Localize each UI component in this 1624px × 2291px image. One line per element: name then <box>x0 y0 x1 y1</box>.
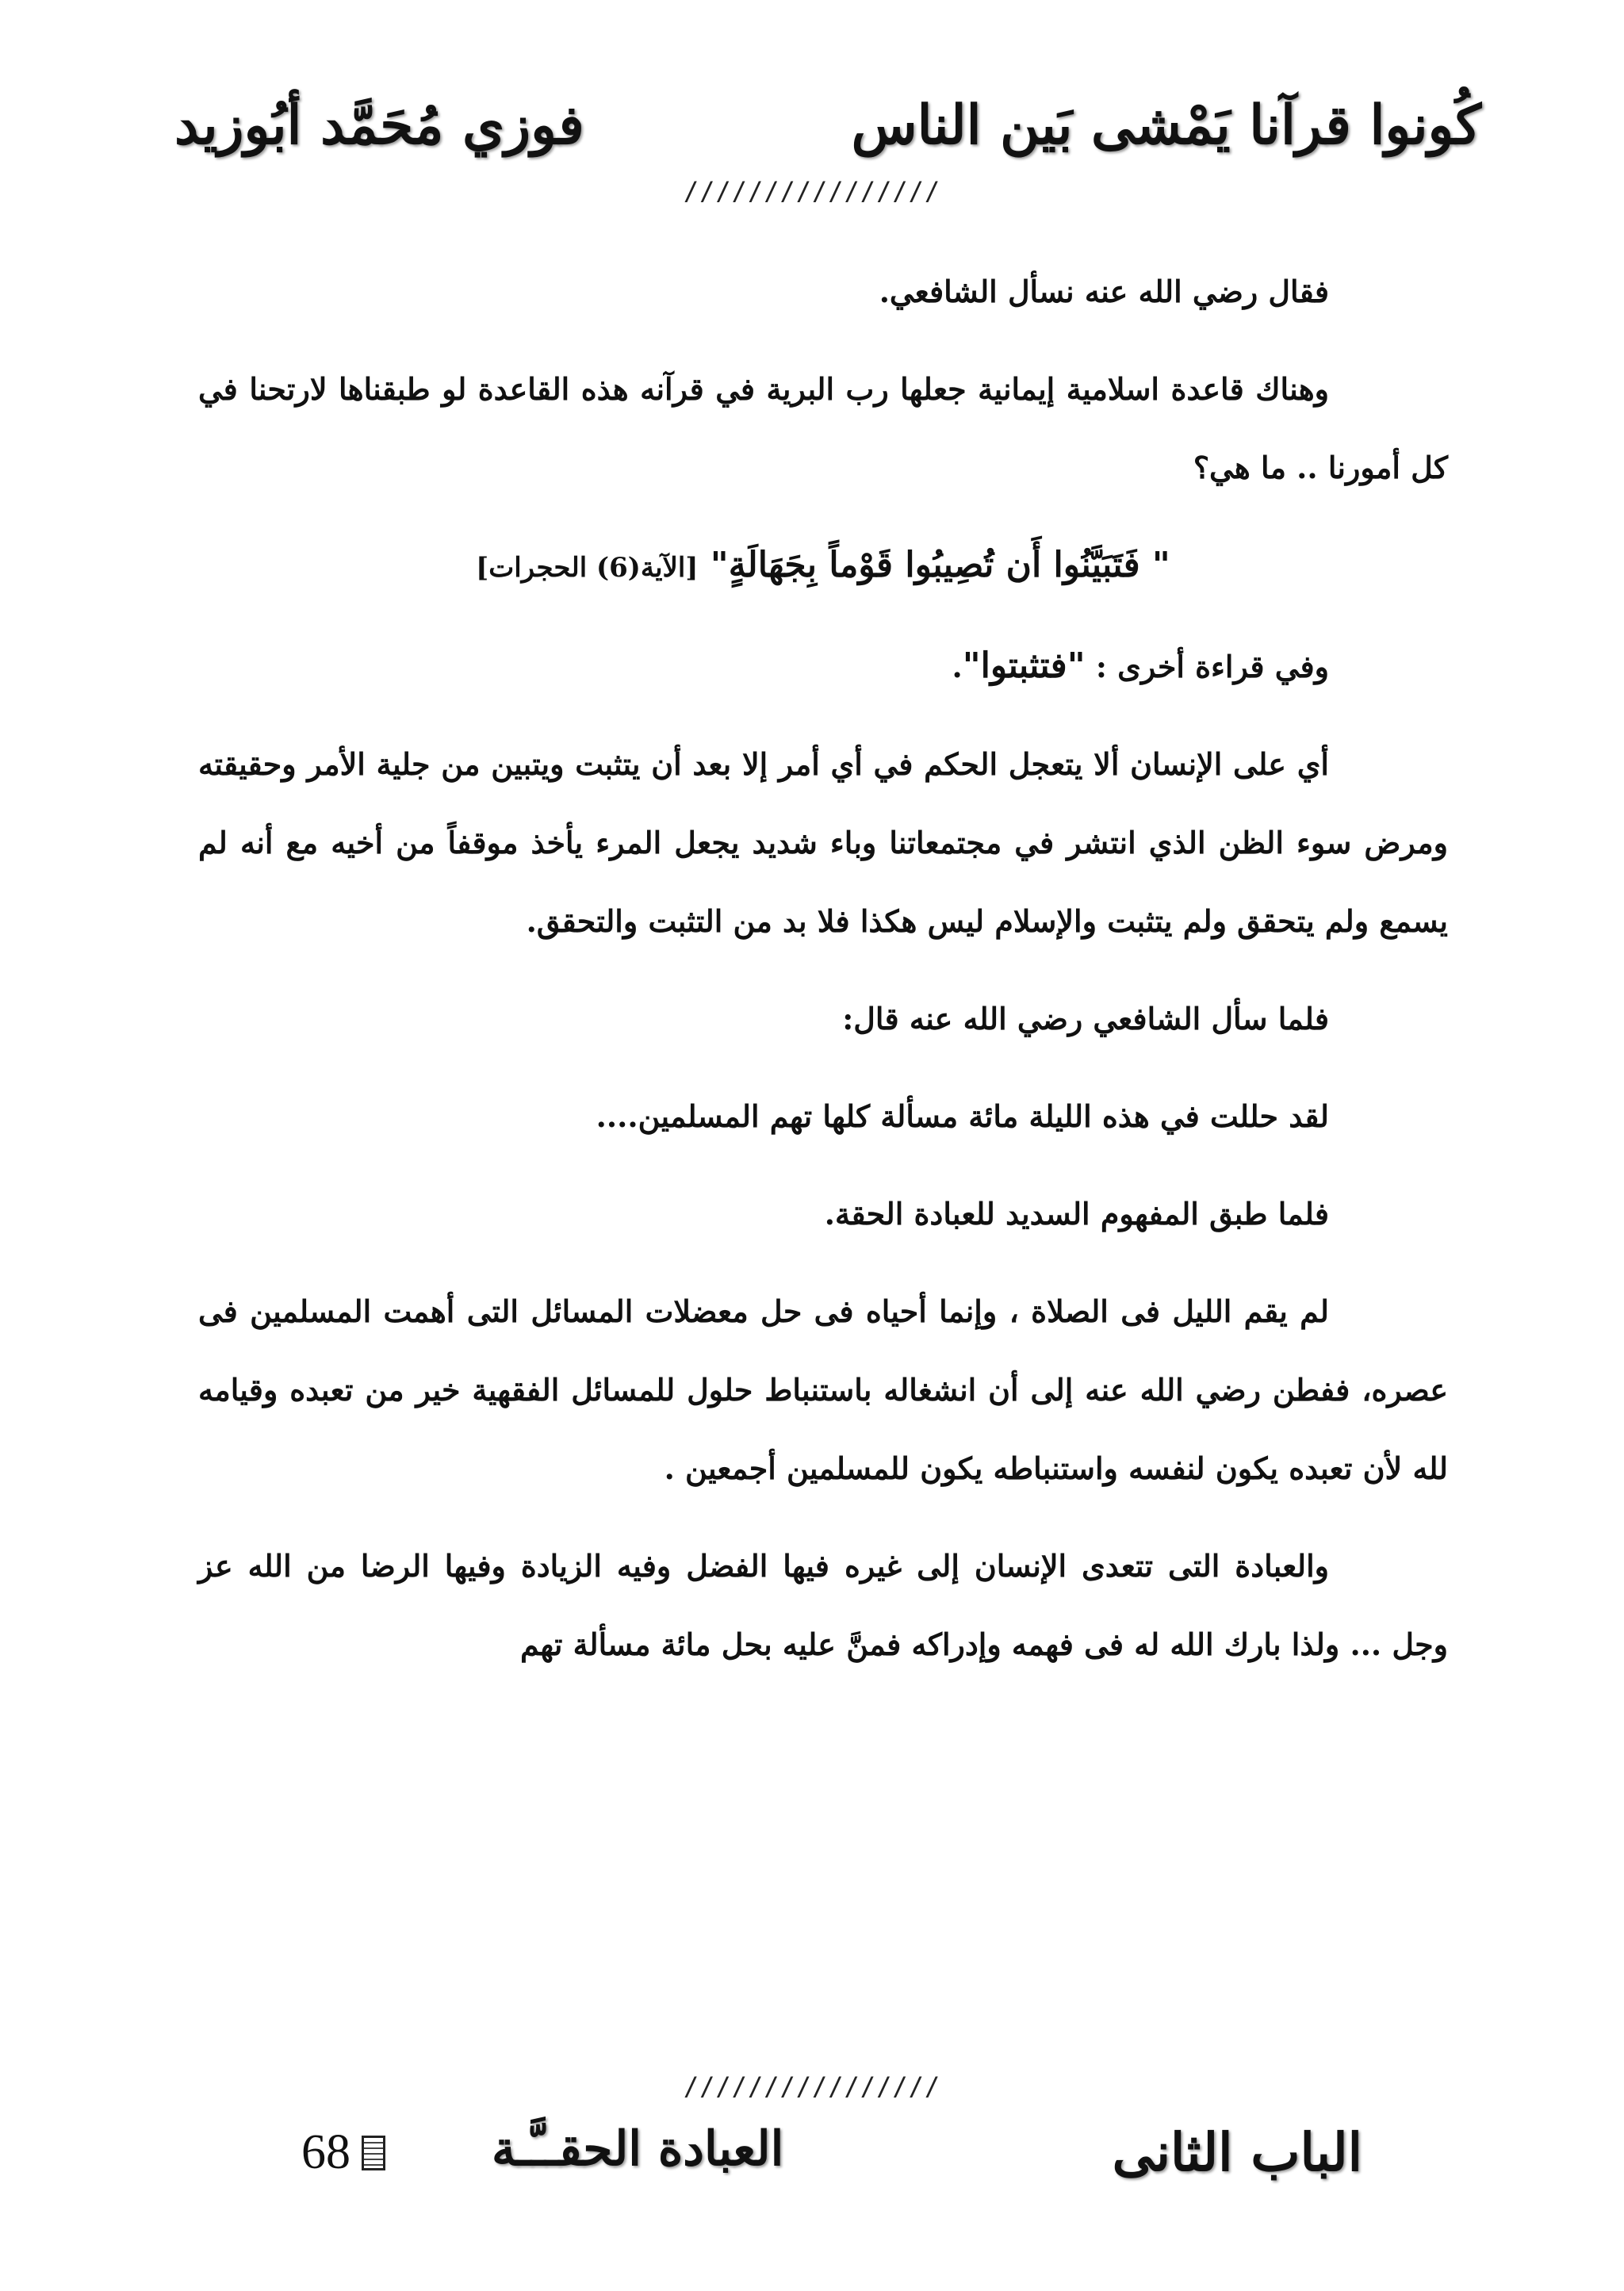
paragraph-7: فلما طبق المفهوم السديد للعبادة الحقة. <box>824 1196 1329 1232</box>
paragraph-3-prefix: وفي قراءة أخرى : <box>1085 649 1329 684</box>
section-label: العبادة الحقــَّـة <box>492 2121 784 2177</box>
paragraph-4: أي على الإنسان ألا يتعجل الحكم في أي أمر إلا بعد أن يتثبت ويتبين من جلية الأمر وحقيقته ومرض سوء الظن الذي انتشر في مجتمعاتنا وباء شديد يجعل المرء يأخذ موقفاً من أخيه مع أنه لم يسمع ولم يتحقق ولم يتثبت والإسلام ليس هكذا فلا بد من التثبت والتحقق. <box>198 746 1448 939</box>
book-title: كُونوا قرآنا يَمْشى بَين الناس <box>851 94 1481 157</box>
page-footer <box>301 2121 1362 2209</box>
page-number-block <box>301 2124 385 2181</box>
footer-divider: //////////////// <box>683 2071 941 2101</box>
quran-verse <box>198 526 1448 607</box>
paragraph-9: والعبادة التى تتعدى الإنسان إلى غيره فيها الفضل وفيه الزيادة وفيها الرضا من الله عز وجل ... ولذا بارك الله له فى فهمه وإدراكه فمنَّ عليه بحل مائة مسألة تهم <box>198 1548 1448 1662</box>
paragraph-3 <box>198 626 1448 706</box>
paragraph-5: فلما سأل الشافعي رضي الله عنه قال: <box>842 1001 1329 1036</box>
page-body <box>198 252 1448 1703</box>
header-divider: //////////////// <box>683 176 941 206</box>
paragraph-2: وهناك قاعدة اسلامية إيمانية جعلها رب البرية في قرآنه هذه القاعدة لو طبقناها لارتحنا في كل أمورنا .. ما هي؟ <box>198 371 1448 485</box>
page-number: 68 <box>301 2125 350 2179</box>
paragraph-3-suffix: . <box>952 649 963 684</box>
verse-text: " فَتَبَيَّنُوا أَن تُصِيبُوا قَوْماً بِجَهَالَةٍ" <box>710 545 1170 585</box>
chapter-label: الباب الثانى <box>1112 2121 1362 2183</box>
paragraph-3-quote: "فتثبتوا" <box>962 646 1086 686</box>
paragraph-8: لم يقم الليل فى الصلاة ، وإنما أحياه فى حل معضلات المسائل التى أهمت المسلمين فى عصره، ففطن رضي الله عنه إلى أن انشغاله باستنباط حلول للمسائل الفقهية خير من تعبده وقيامه لله لأن تعبده يكون لنفسه واستنباطه يكون للمسلمين أجمعين . <box>198 1293 1448 1486</box>
author-name: فوزي مُحَمَّد أبُوزيد <box>174 94 584 157</box>
document-icon <box>362 2136 385 2170</box>
paragraph-1: فقال رضي الله عنه نسأل الشافعي. <box>879 274 1329 309</box>
paragraph-6: لقد حللت في هذه الليلة مائة مسألة كلها تهم المسلمين.... <box>596 1098 1329 1134</box>
page-header <box>159 94 1481 181</box>
verse-reference: [الآية(6) الحجرات] <box>476 552 699 584</box>
